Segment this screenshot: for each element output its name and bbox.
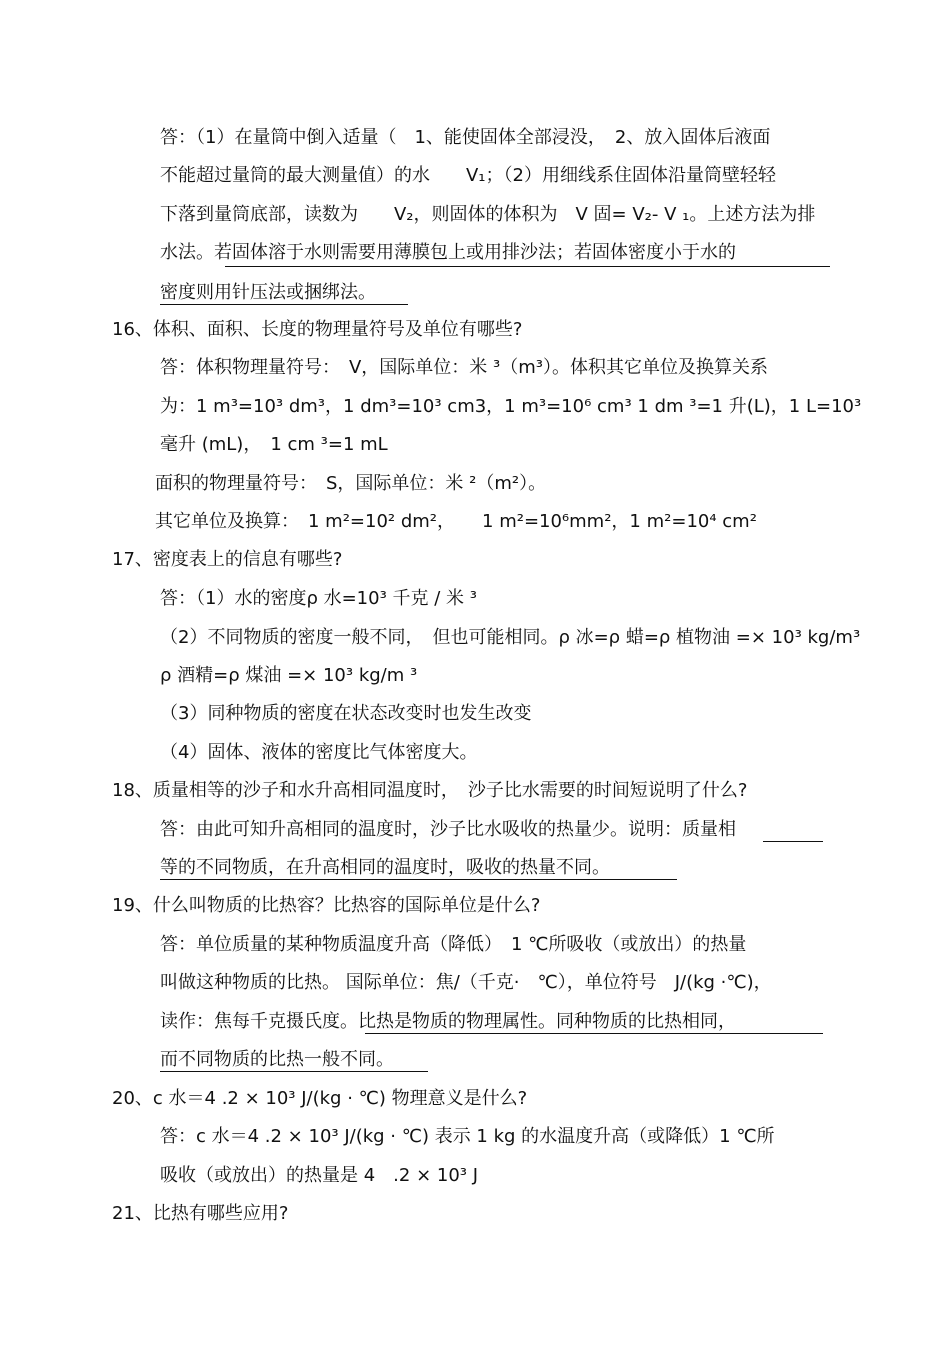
question-17: 17、密度表上的信息有哪些? [112, 549, 343, 570]
question-19: 19、什么叫物质的比热容？比热容的国际单位是什么? [112, 895, 541, 916]
answer-17-line-1: 答：（1）水的密度ρ 水=10³ 千克 / 米 ³ [160, 588, 477, 609]
answer-17-line-5: （4）固体、液体的密度比气体密度大。 [160, 742, 478, 763]
answer-19-line-2: 叫做这种物质的比热。 国际单位：焦/（千克· ℃），单位符号 J/(kg ·℃)， [160, 972, 772, 993]
answer-16-line-1: 答：体积物理量符号： V，国际单位：米 ³（m³）。体积其它单位及换算关系 [160, 357, 768, 378]
answer-18-line-2: 等的不同物质，在升高相同的温度时，吸收的热量不同。 [160, 857, 610, 878]
answer-18-line-1: 答：由此可知升高相同的温度时，沙子比水吸收的热量少。说明：质量相 [160, 819, 736, 840]
answer-19-line-4: 而不同物质的比热一般不同。 [160, 1049, 394, 1070]
underline [160, 1071, 428, 1072]
underline [763, 841, 823, 842]
answer-16-line-4: 面积的物理量符号： S，国际单位：米 ²（m²）。 [155, 473, 547, 494]
underline [365, 1033, 823, 1034]
answer-17-line-3: ρ 酒精=ρ 煤油 =× 10³ kg/m ³ [160, 665, 418, 686]
question-20: 20、c 水＝4 .2 × 10³ J/(kg · ℃) 物理意义是什么? [112, 1088, 528, 1109]
answer-20-line-1: 答：c 水＝4 .2 × 10³ J/(kg · ℃) 表示 1 kg 的水温度升高（或降低）1 ℃所 [160, 1126, 775, 1147]
answer-20-line-2: 吸收（或放出）的热量是 4 .2 × 10³ J [160, 1165, 479, 1186]
answer-19-line-1: 答：单位质量的某种物质温度升高（降低） 1 ℃所吸收（或放出）的热量 [160, 934, 747, 955]
answer-15-line-4: 水法。若固体溶于水则需要用薄膜包上或用排沙法；若固体密度小于水的 [160, 242, 736, 263]
answer-15-line-5: 密度则用针压法或捆绑法。 [160, 282, 376, 303]
answer-15-line-3: 下落到量筒底部，读数为 V₂，则固体的体积为 V 固= V₂- V ₁。上述方法为排 [160, 204, 816, 225]
underline [160, 879, 677, 880]
answer-16-line-3: 毫升 (mL)， 1 cm ³=1 mL [160, 434, 388, 455]
underline [225, 266, 830, 267]
question-18: 18、质量相等的沙子和水升高相同温度时， 沙子比水需要的时间短说明了什么? [112, 780, 748, 801]
answer-16-line-5: 其它单位及换算： 1 m²=10² dm²， 1 m²=10⁶mm²，1 m²=10⁴ cm² [155, 511, 757, 532]
answer-15-line-2: 不能超过量筒的最大测量值）的水 V₁；（2）用细线系住固体沿量筒壁轻轻 [160, 165, 776, 186]
answer-15-line-1: 答：（1）在量筒中倒入适量（ 1、能使固体全部浸没， 2、放入固体后液面 [160, 127, 771, 148]
answer-19-line-3: 读作：焦每千克摄氏度。比热是物质的物理属性。同种物质的比热相同， [160, 1011, 736, 1032]
answer-17-line-4: （3）同种物质的密度在状态改变时也发生改变 [160, 703, 532, 724]
underline [160, 304, 408, 305]
answer-16-line-2: 为：1 m³=10³ dm³，1 dm³=10³ cm3，1 m³=10⁶ cm³ 1 dm ³=1 升(L)，1 L=10³ [160, 396, 862, 417]
answer-17-line-2: （2）不同物质的密度一般不同， 但也可能相同。ρ 冰=ρ 蜡=ρ 植物油 =× 10³ kg/m³ [160, 627, 861, 648]
question-21: 21、比热有哪些应用? [112, 1203, 289, 1224]
question-16: 16、体积、面积、长度的物理量符号及单位有哪些? [112, 319, 523, 340]
